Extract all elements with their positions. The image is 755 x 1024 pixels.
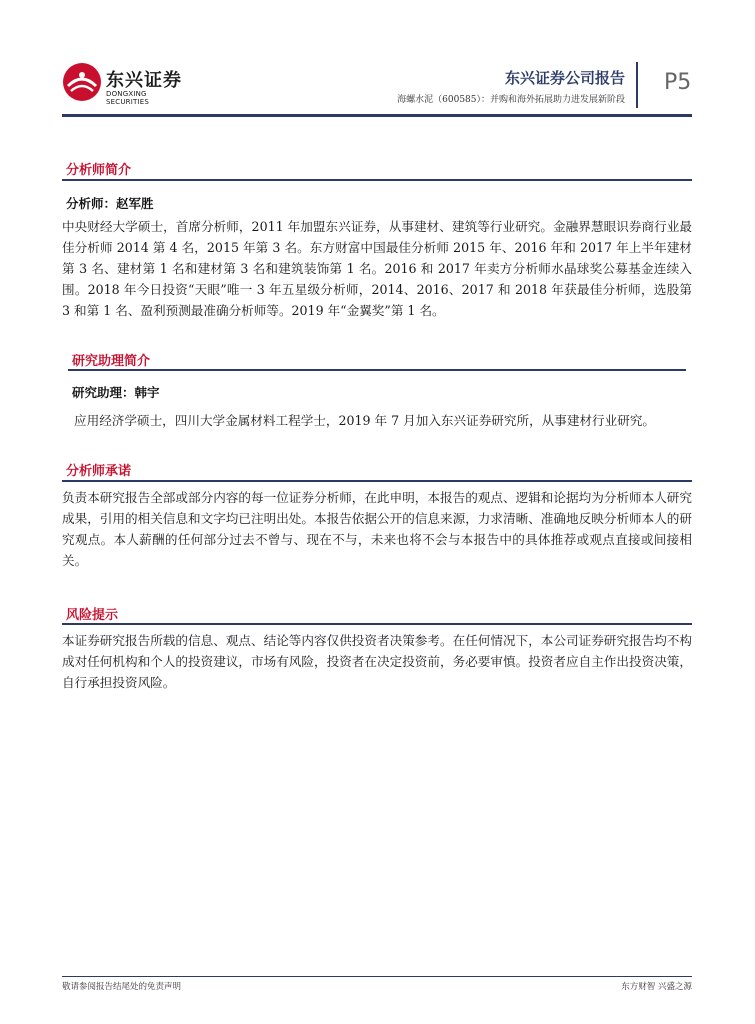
footer-slogan: 东方财智 兴盛之源 [621,982,692,992]
assistant-section-title: 研究助理简介 [72,354,151,369]
analyst-bio: 中央财经大学硕士，首席分析师，2011 年加盟东兴证券，从事建材、建筑等行业研究。金融界慧眼识券商行业最佳分析师 2014 第 4 名，2015 年第 3 名。东方财富中国最佳分析师 2015 年、2016 年和 2017 年上半年建材第 3 名、建材第 1 名和建材第 3 名和建筑装饰第 1 名。2016 和 2017 年卖方分析师水晶球奖公募基金连续入围。2018 年今日投资“天眼”唯一 3 年五星级分析师，2014、2016、2017 和 2018 年获最佳分析师，选股第 3 和第 1 名、盈利预测最准确分析师等。2019 年“金翼奖”第 1 名。 [62,219,692,318]
company-logo [62,62,192,106]
analyst-section-rule [62,179,692,181]
analyst-section-title: 分析师简介 [66,163,132,178]
risk-text: 本证券研究报告所载的信息、观点、结论等内容仅供投资者决策参考。在任何情况下，本公司证券研究报告均不构成对任何机构和个人的投资建议，市场有风险，投资者在决定投资前，务必要审慎。投资者应自主作出投资决策，自行承担投资风险。 [62,633,692,690]
dongxing-logo-icon [62,62,102,102]
page-number: P5 [664,70,692,95]
footer-rule [62,976,692,977]
assistant-section-rule [68,369,686,371]
risk-section-title: 风险提示 [66,608,119,623]
footer-disclaimer-note: 敬请参阅报告结尾处的免责声明 [62,982,182,992]
report-header-subtitle: 海螺水泥（600585）：并购和海外拓展助力进发展新阶段 [397,95,625,105]
risk-section-rule [62,623,692,625]
logo-text-cn: 东兴证券 [106,70,182,91]
commitment-section-title: 分析师承诺 [66,464,132,479]
header-rule [62,114,692,117]
header-divider [636,62,638,108]
logo-text-en: DONGXING SECURITIES [106,90,150,106]
assistant-bio: 应用经济学硕士，四川大学金属材料工程学士，2019 年 7 月加入东兴证券研究所，从事建材行业研究。 [74,413,656,428]
analyst-name: 分析师：赵军胜 [66,196,154,211]
report-header-title: 东兴证券公司报告 [504,69,625,87]
assistant-name: 研究助理：韩宇 [72,385,160,400]
commitment-section-rule [62,480,692,482]
commitment-text: 负责本研究报告全部或部分内容的每一位证券分析师，在此申明，本报告的观点、逻辑和论据均为分析师本人研究成果，引用的相关信息和文字均已注明出处。本报告依据公开的信息来源，力求清晰、准确地反映分析师本人的研究观点。本人薪酬的任何部分过去不曾与、现在不与，未来也将不会与本报告中的具体推荐或观点直接或间接相关。 [62,490,692,568]
